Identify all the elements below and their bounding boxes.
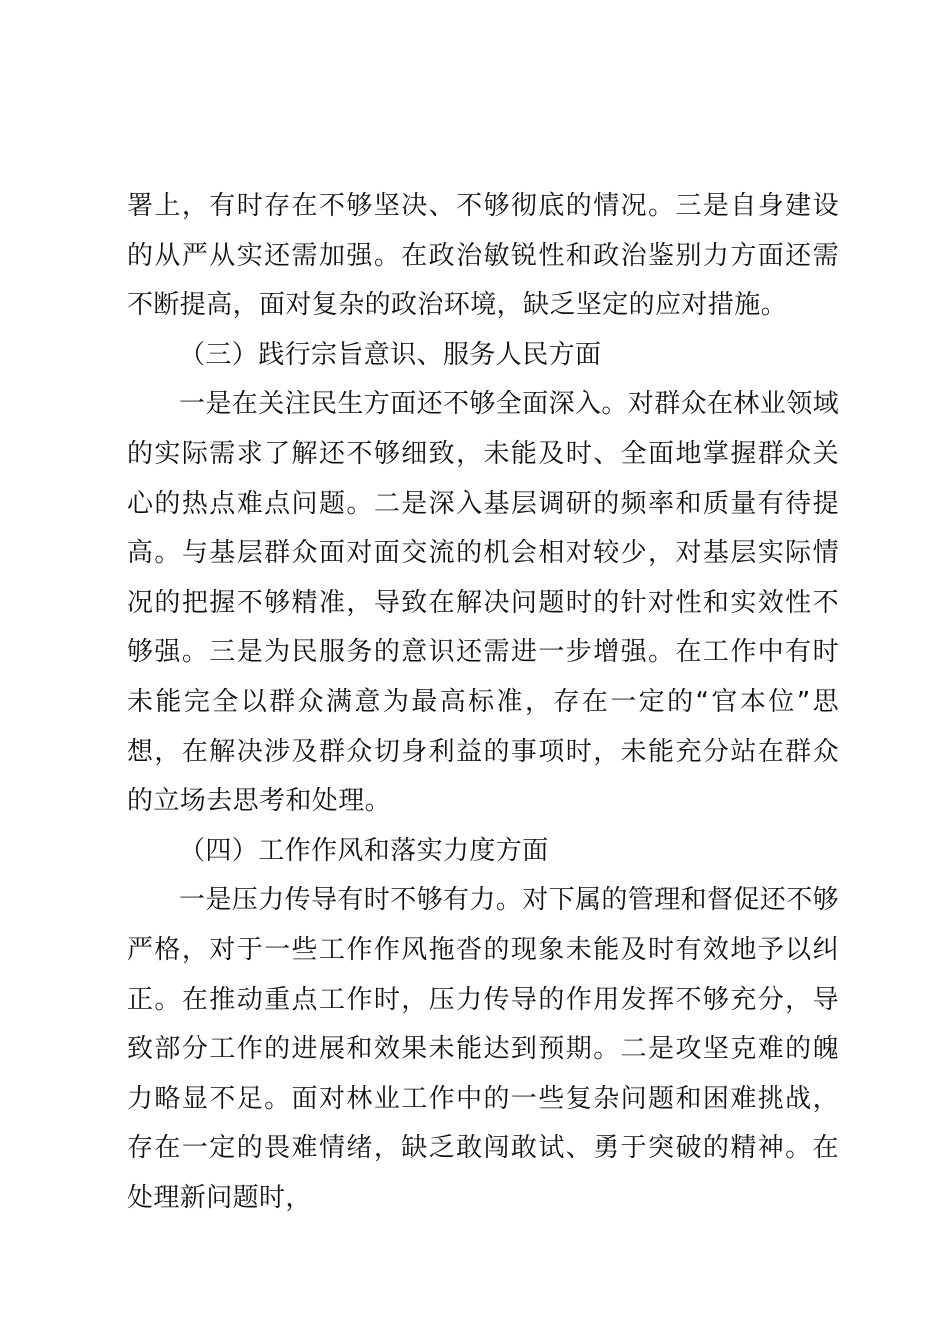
section-heading-3: （三）践行宗旨意识、服务人民方面 (179, 339, 602, 370)
paragraph-section-3: 一是在关注民生方面还不够全面深入。对群众在林业领域的实际需求了解还不够细致，未能及时、全面地掌握群众关心的热点难点问题。二是深入基层调研的频率和质量有待提高。与基层群众面对面交流的机会相对较少，对基层实际情况的把握不够精准，导致在解决问题时的针对性和实效性不够强。三是为民服务的意识还需进一步增强。在工作中有时未能完全以群众满意为最高标准，存在一定的“官本位”思想，在解决涉及群众切身利益的事项时，未能充分站在群众的立场去思考和处理。 (127, 389, 840, 817)
document-body (127, 182, 839, 1223)
paragraph-section-4: 一是压力传导有时不够有力。对下属的管理和督促还不够严格，对于一些工作作风拖沓的现象未能及时有效地予以纠正。在推动重点工作时，压力传导的作用发挥不够充分，导致部分工作的进展和效果未能达到预期。二是攻坚克难的魄力略显不足。面对林业工作中的一些复杂问题和困难挑战，存在一定的畏难情绪，缺乏敢闯敢试、勇于突破的精神。在处理新问题时， (127, 885, 840, 1213)
paragraph-continuation: 署上，有时存在不够坚决、不够彻底的情况。三是自身建设的从严从实还需加强。在政治敏锐性和政治鉴别力方面还需不断提高，面对复杂的政治环境，缺乏坚定的应对措施。 (127, 191, 839, 321)
section-heading-4: （四）工作作风和落实力度方面 (179, 835, 549, 866)
